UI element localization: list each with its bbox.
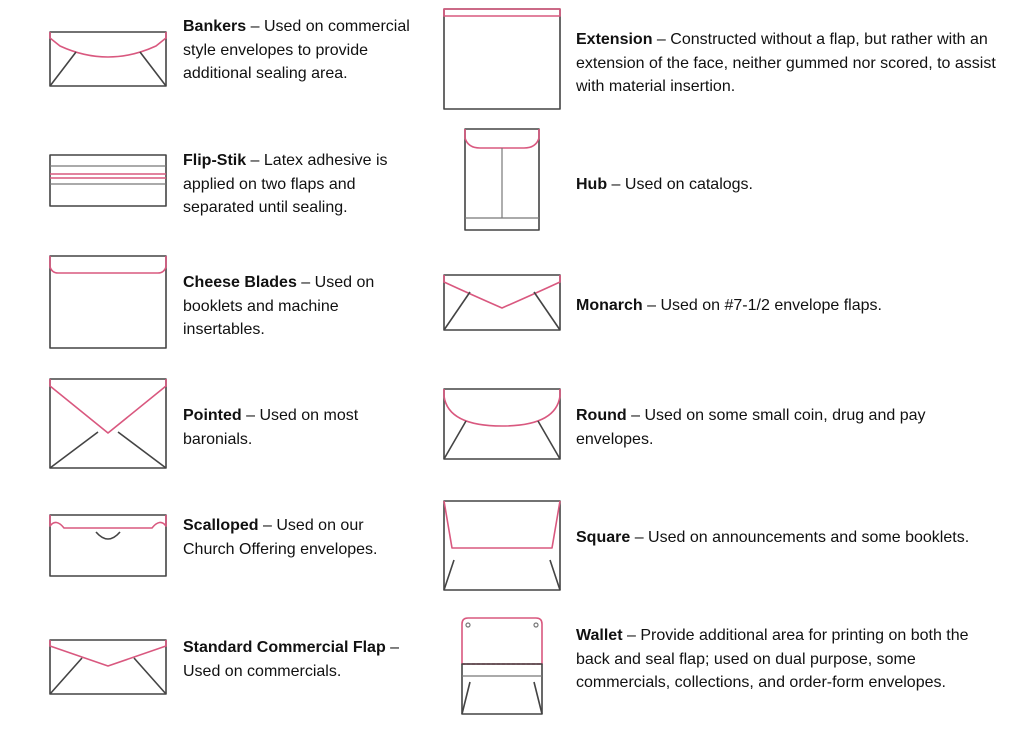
separator: – <box>296 274 315 291</box>
flap-style-name: Cheese Blades <box>183 274 297 291</box>
flap-style-usage: Used on our Church Offering envelopes. <box>183 517 378 558</box>
separator: – <box>246 152 264 169</box>
separator: – <box>607 176 625 193</box>
flap-style-name: Monarch <box>576 297 643 314</box>
flap-style-usage: Used on most baronials. <box>183 407 359 448</box>
square-description <box>576 526 996 550</box>
hub-description <box>576 173 996 197</box>
separator: – <box>246 18 264 35</box>
wallet-description <box>576 624 996 695</box>
extension-flap-envelope-icon <box>440 5 564 113</box>
flap-style-usage: Used on catalogs. <box>624 176 753 193</box>
scalloped-flap-envelope-icon <box>46 512 170 580</box>
flap-style-name: Extension <box>576 31 653 48</box>
separator: – <box>622 627 641 644</box>
round-flap-envelope-icon <box>440 386 564 462</box>
cheese-blades-description <box>183 271 413 342</box>
cheese-blades-flap-envelope-icon <box>46 253 170 351</box>
bankers-description <box>183 15 413 86</box>
pointed-flap-envelope-icon <box>46 376 170 472</box>
monarch-flap-envelope-icon <box>440 272 564 334</box>
flap-style-usage: Used on booklets and machine insertables. <box>183 274 375 338</box>
flap-style-usage: Provide additional area for printing on both the back and seal flap; used on dual purpose, some commercials, collections, and order-form envelopes. <box>576 627 969 691</box>
hub-flap-envelope-icon <box>460 126 544 234</box>
square-flap-envelope-icon <box>440 498 564 594</box>
separator: – <box>626 407 645 424</box>
separator: – <box>385 639 400 656</box>
flap-style-name: Flip-Stik <box>183 152 247 169</box>
separator: – <box>630 529 649 546</box>
flap-style-name: Square <box>576 529 631 546</box>
monarch-description <box>576 294 996 318</box>
extension-description <box>576 28 996 99</box>
separator: – <box>258 517 277 534</box>
separator: – <box>241 407 260 424</box>
scalloped-description <box>183 514 413 561</box>
round-description <box>576 404 996 451</box>
flap-style-name: Scalloped <box>183 517 259 534</box>
flap-style-usage: Used on commercials. <box>183 662 342 680</box>
separator: – <box>652 31 671 48</box>
flap-style-usage: Used on announcements and some booklets. <box>648 529 970 546</box>
flip-stik-flap-envelope-icon <box>46 152 170 210</box>
pointed-description <box>183 404 413 451</box>
flip-stik-description <box>183 149 413 220</box>
flap-style-name: Standard Commercial Flap <box>183 639 386 656</box>
flap-style-usage: Constructed without a flap, but rather with an extension of the face, neither gummed nor scored, to assist with material insertion. <box>576 31 996 95</box>
flap-style-name: Bankers <box>183 18 247 35</box>
flap-style-name: Hub <box>576 176 608 193</box>
standard-commercial-flap-description <box>183 636 413 683</box>
standard-commercial-flap-envelope-icon <box>46 638 170 698</box>
flap-style-usage: Used on #7-1/2 envelope flaps. <box>660 297 882 314</box>
wallet-flap-envelope-icon <box>456 614 548 720</box>
flap-style-usage: Used on commercial style envelopes to provide additional sealing area. <box>183 18 410 82</box>
bankers-flap-envelope-icon <box>46 30 170 90</box>
flap-style-name: Round <box>576 407 627 424</box>
flap-style-usage: Latex adhesive is applied on two flaps and separated until sealing. <box>183 152 388 216</box>
flap-style-name: Wallet <box>576 627 623 644</box>
separator: – <box>642 297 661 314</box>
flap-style-usage: Used on some small coin, drug and pay envelopes. <box>576 407 926 448</box>
flap-style-name: Pointed <box>183 407 242 424</box>
